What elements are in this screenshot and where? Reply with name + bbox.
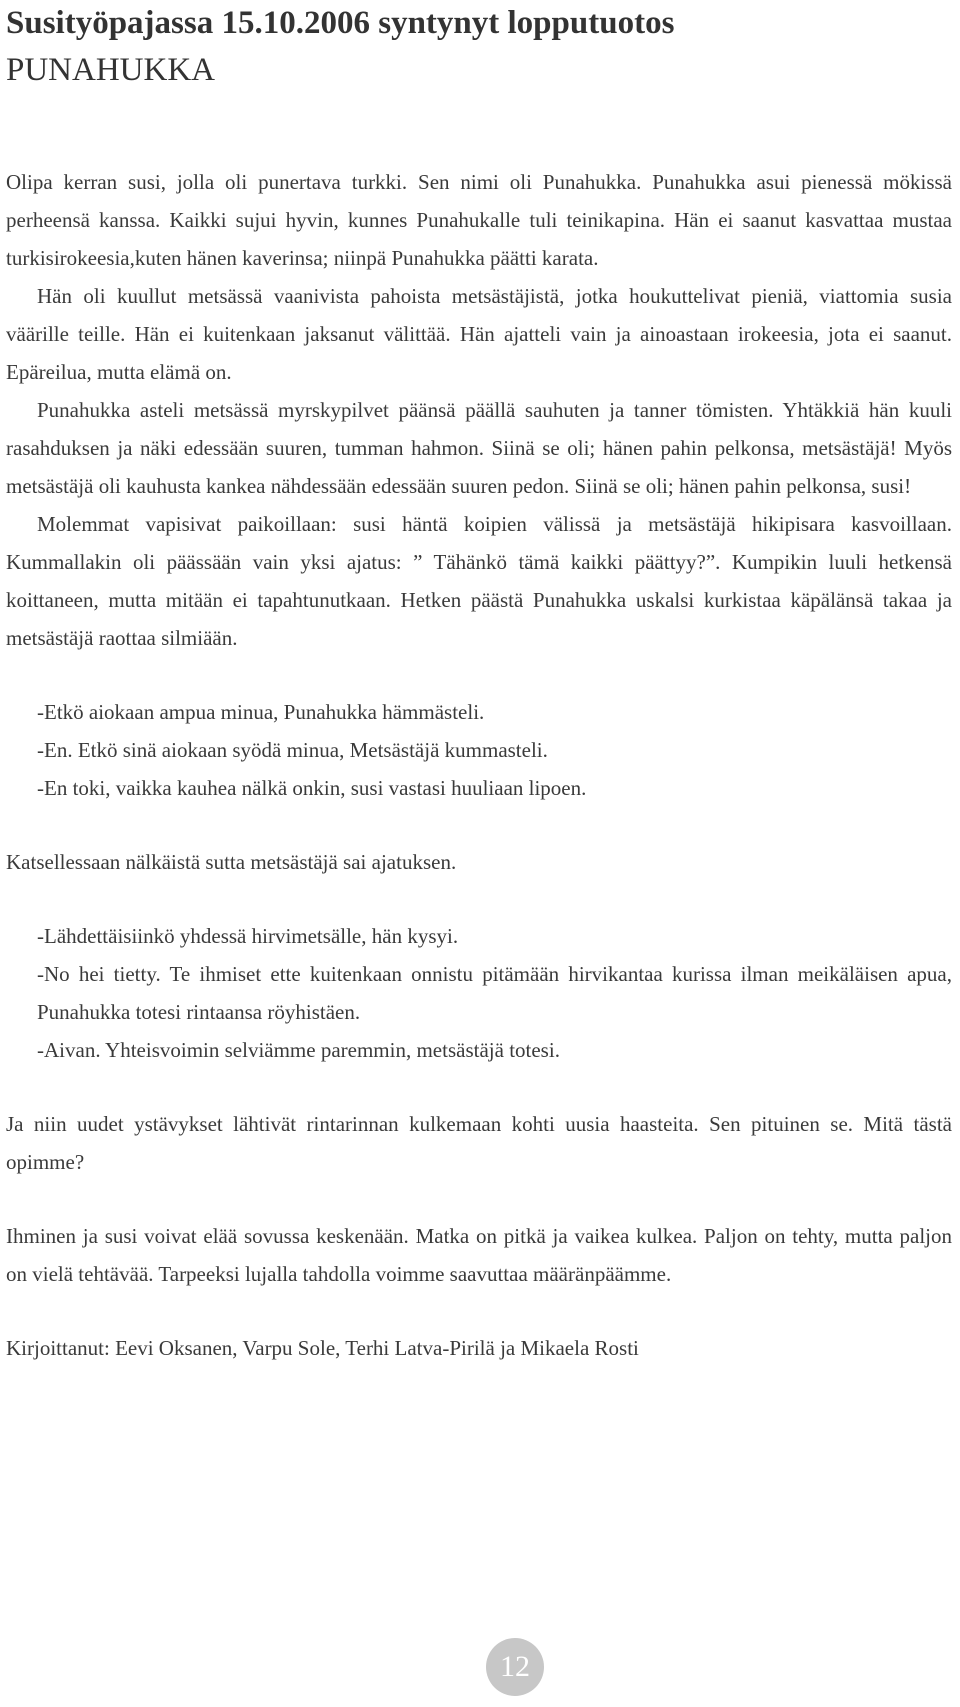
- dialogue-line: -Aivan. Yhteisvoimin selviämme paremmin, metsästäjä totesi.: [37, 1038, 560, 1062]
- dialogue-line: -En toki, vaikka kauhea nälkä onkin, susi vastasi huuliaan lipoen.: [37, 776, 587, 800]
- dialogue-line: -Lähdettäisiinkö yhdessä hirvimetsälle, hän kysyi.: [37, 924, 459, 948]
- paragraph-intro: Olipa kerran susi, jolla oli punertava turkki. Sen nimi oli Punahukka. Punahukka asui pienessä mökissä perheensä kanssa. Kaikki sujui hyvin, kunnes Punahukalle tuli teinikapina. Hän ei saanut kasvattaa mustaa turkisirokeesia,kuten hänen kaverinsa; niinpä Punahukka päätti karata.: [6, 170, 952, 270]
- paragraph-encounter: Punahukka asteli metsässä myrskypilvet päänsä päällä sauhuten ja tanner tömisten. Yhtäkkiä hän kuuli rasahduksen ja näki edessään suuren, tumman hahmon. Siinä se oli; hänen pahin pelkonsa, metsästäjä! Myös metsästäjä oli kauhusta kankea nähdessään edessään suuren pedon. Siinä se oli; hänen pahin pelkonsa, susi!: [6, 398, 952, 498]
- paragraph-hunters: Hän oli kuullut metsässä vaanivista pahoista metsästäjistä, jotka houkuttelivat pieniä, viattomia susia väärille teille. Hän ei kuitenkaan jaksanut välittää. Hän ajatteli vain ja ainoastaan irokeesia, jota ei saanut. Epäreilua, mutta elämä on.: [6, 284, 952, 384]
- dialogue-line: -Etkö aiokaan ampua minua, Punahukka hämmästeli.: [37, 700, 485, 724]
- paragraph-ending: Ja niin uudet ystävykset lähtivät rintarinnan kulkemaan kohti uusia haasteita. Sen pituinen se. Mitä tästä opimme?: [6, 1112, 952, 1174]
- page-number-badge: 12: [486, 1638, 544, 1696]
- story-body: [6, 163, 952, 1367]
- document-page: [6, 0, 952, 1367]
- dialogue-line: -En. Etkö sinä aiokaan syödä minua, Metsästäjä kummasteli.: [37, 738, 548, 762]
- paragraph-standoff: Molemmat vapisivat paikoillaan: susi häntä koipien välissä ja metsästäjä hikipisara kasvoillaan. Kummallakin oli päässään vain yksi ajatus: ” Tähänkö tämä kaikki päättyy?”. Kumpikin luuli hetkensä koittaneen, mutta mitään ei tapahtunutkaan. Hetken päästä Punahukka uskalsi kurkistaa käpälänsä takaa ja metsästäjä raottaa silmiään.: [6, 512, 952, 650]
- page-title: Susityöpajassa 15.10.2006 syntynyt lopputuotos: [6, 5, 675, 41]
- authors-credit: Kirjoittanut: Eevi Oksanen, Varpu Sole, Terhi Latva-Pirilä ja Mikaela Rosti: [6, 1336, 639, 1360]
- paragraph-moral: Ihminen ja susi voivat elää sovussa keskenään. Matka on pitkä ja vaikea kulkea. Paljon on tehty, mutta paljon on vielä tehtävää. Tarpeeksi lujalla tahdolla voimme saavuttaa määränpäämme.: [6, 1224, 952, 1286]
- paragraph-narration: Katsellessaan nälkäistä sutta metsästäjä sai ajatuksen.: [6, 850, 457, 874]
- dialogue-line: -No hei tietty. Te ihmiset ette kuitenkaan onnistu pitämään hirvikantaa kurissa ilman meikäläisen apua, Punahukka totesi rintaansa röyhistäen.: [37, 962, 952, 1024]
- story-title: PUNAHUKKA: [6, 52, 216, 88]
